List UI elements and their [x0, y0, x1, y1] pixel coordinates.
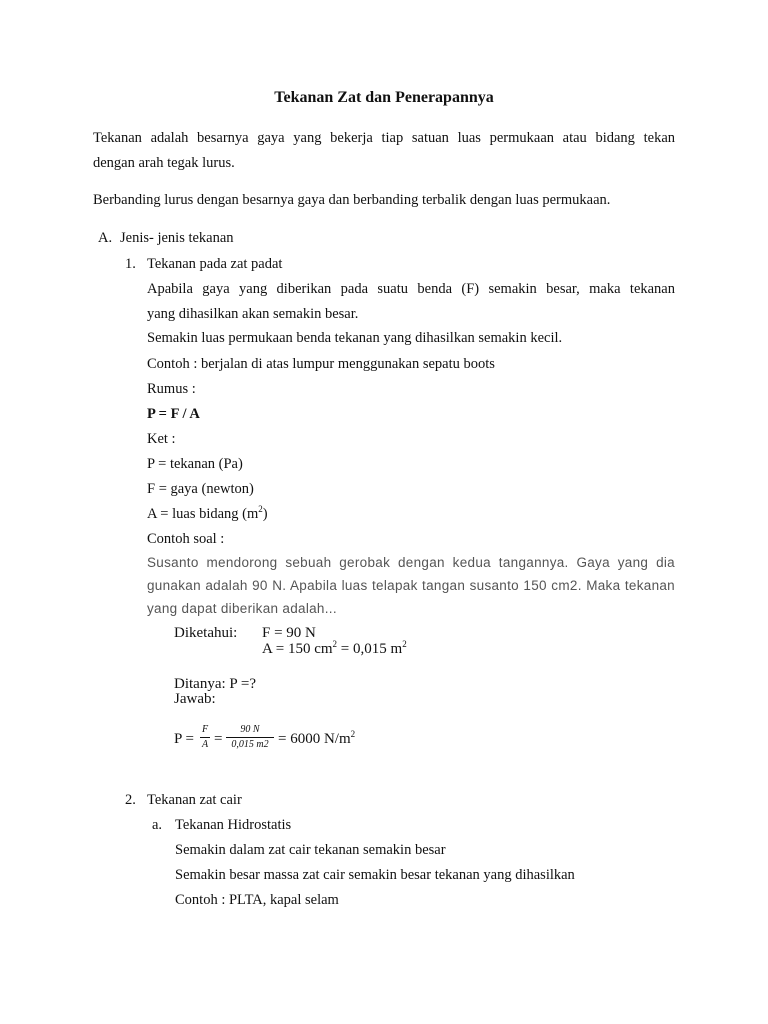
intro-paragraph-2: Berbanding lurus dengan besarnya gaya dan berbanding terbalik dengan luas permukaan. — [93, 192, 611, 208]
item-1-heading: Tekanan pada zat padat — [147, 256, 283, 272]
solution-f-value: F = 90 N — [262, 625, 316, 641]
solution-ditanya: Ditanya: P =? — [174, 676, 257, 692]
solution-fraction-numbers — [226, 725, 274, 750]
fraction-bar — [226, 737, 274, 738]
document-title: Tekanan Zat dan Penerapannya — [274, 89, 494, 106]
item-2a-line-1: Semakin dalam zat cair tekanan semakin besar — [175, 842, 446, 858]
solution-a-value: A = 150 $cm^2 = 0,015$ $m^2$ — [262, 639, 407, 657]
contoh-soal-label: Contoh soal : — [147, 531, 225, 547]
section-a-marker: A. — [98, 230, 113, 246]
item-2-heading: Tekanan zat cair — [147, 792, 242, 808]
fraction-numerator-90n: 90 N — [240, 724, 260, 735]
rumus-formula: P = F / A — [147, 406, 200, 422]
item-1-text-line-1: Apabila gaya yang diberikan pada suatu benda (F) semakin besar, maka tekanan — [147, 281, 675, 297]
solution-result: = 6000 $N/m^2$ — [278, 729, 356, 747]
solution-p-eq: P = — [174, 731, 194, 747]
rumus-label: Rumus : — [147, 381, 196, 397]
solution-diketahui: Diketahui: — [174, 625, 238, 641]
item-2a-contoh: Contoh : PLTA, kapal selam — [175, 892, 339, 908]
intro-paragraph-line-1: Tekanan adalah besarnya gaya yang bekerja tiap satuan luas permukaan atau bidang tekan — [93, 130, 675, 146]
ket-label: Ket : — [147, 431, 176, 447]
item-2a-line-2: Semakin besar massa zat cair semakin besar tekanan yang dihasilkan — [175, 867, 575, 883]
fraction-denominator-area: 0,015 m2 — [231, 739, 269, 750]
ket-f: F = gaya (newton) — [147, 481, 254, 497]
item-1-text-line-3: Semakin luas permukaan benda tekanan yang dihasilkan semakin kecil. — [147, 330, 563, 346]
intro-paragraph-line-2: dengan arah tegak lurus. — [93, 155, 235, 171]
item-1-marker: 1. — [125, 256, 136, 272]
section-a-heading: Jenis- jenis tekanan — [120, 230, 234, 246]
ket-p: P = tekanan (Pa) — [147, 456, 243, 472]
item-2a-marker: a. — [152, 817, 163, 833]
solution-equals: = — [214, 731, 223, 747]
ket-a: A = luas bidang $(m^2)$ — [147, 504, 268, 522]
item-2a-heading: Tekanan Hidrostatis — [175, 817, 292, 833]
item-1-text-line-2: yang dihasilkan akan semakin besar. — [147, 306, 359, 322]
solution-fraction-f-over-a — [200, 725, 210, 750]
soal-line-2: gunakan adalah 90 N. Apabila luas telapak tangan susanto 150 cm2. Maka tekanan — [147, 578, 675, 593]
item-2-marker: 2. — [125, 792, 136, 808]
fraction-denominator-a: A — [201, 739, 209, 750]
solution-jawab: Jawab: — [174, 691, 216, 707]
fraction-bar — [200, 737, 210, 738]
soal-line-3: yang dapat diberikan adalah... — [147, 601, 337, 616]
item-1-contoh: Contoh : berjalan di atas lumpur menggunakan sepatu boots — [147, 356, 495, 372]
fraction-numerator-f: F — [201, 724, 209, 735]
soal-line-1: Susanto mendorong sebuah gerobak dengan kedua tangannya. Gaya yang dia — [147, 555, 675, 570]
